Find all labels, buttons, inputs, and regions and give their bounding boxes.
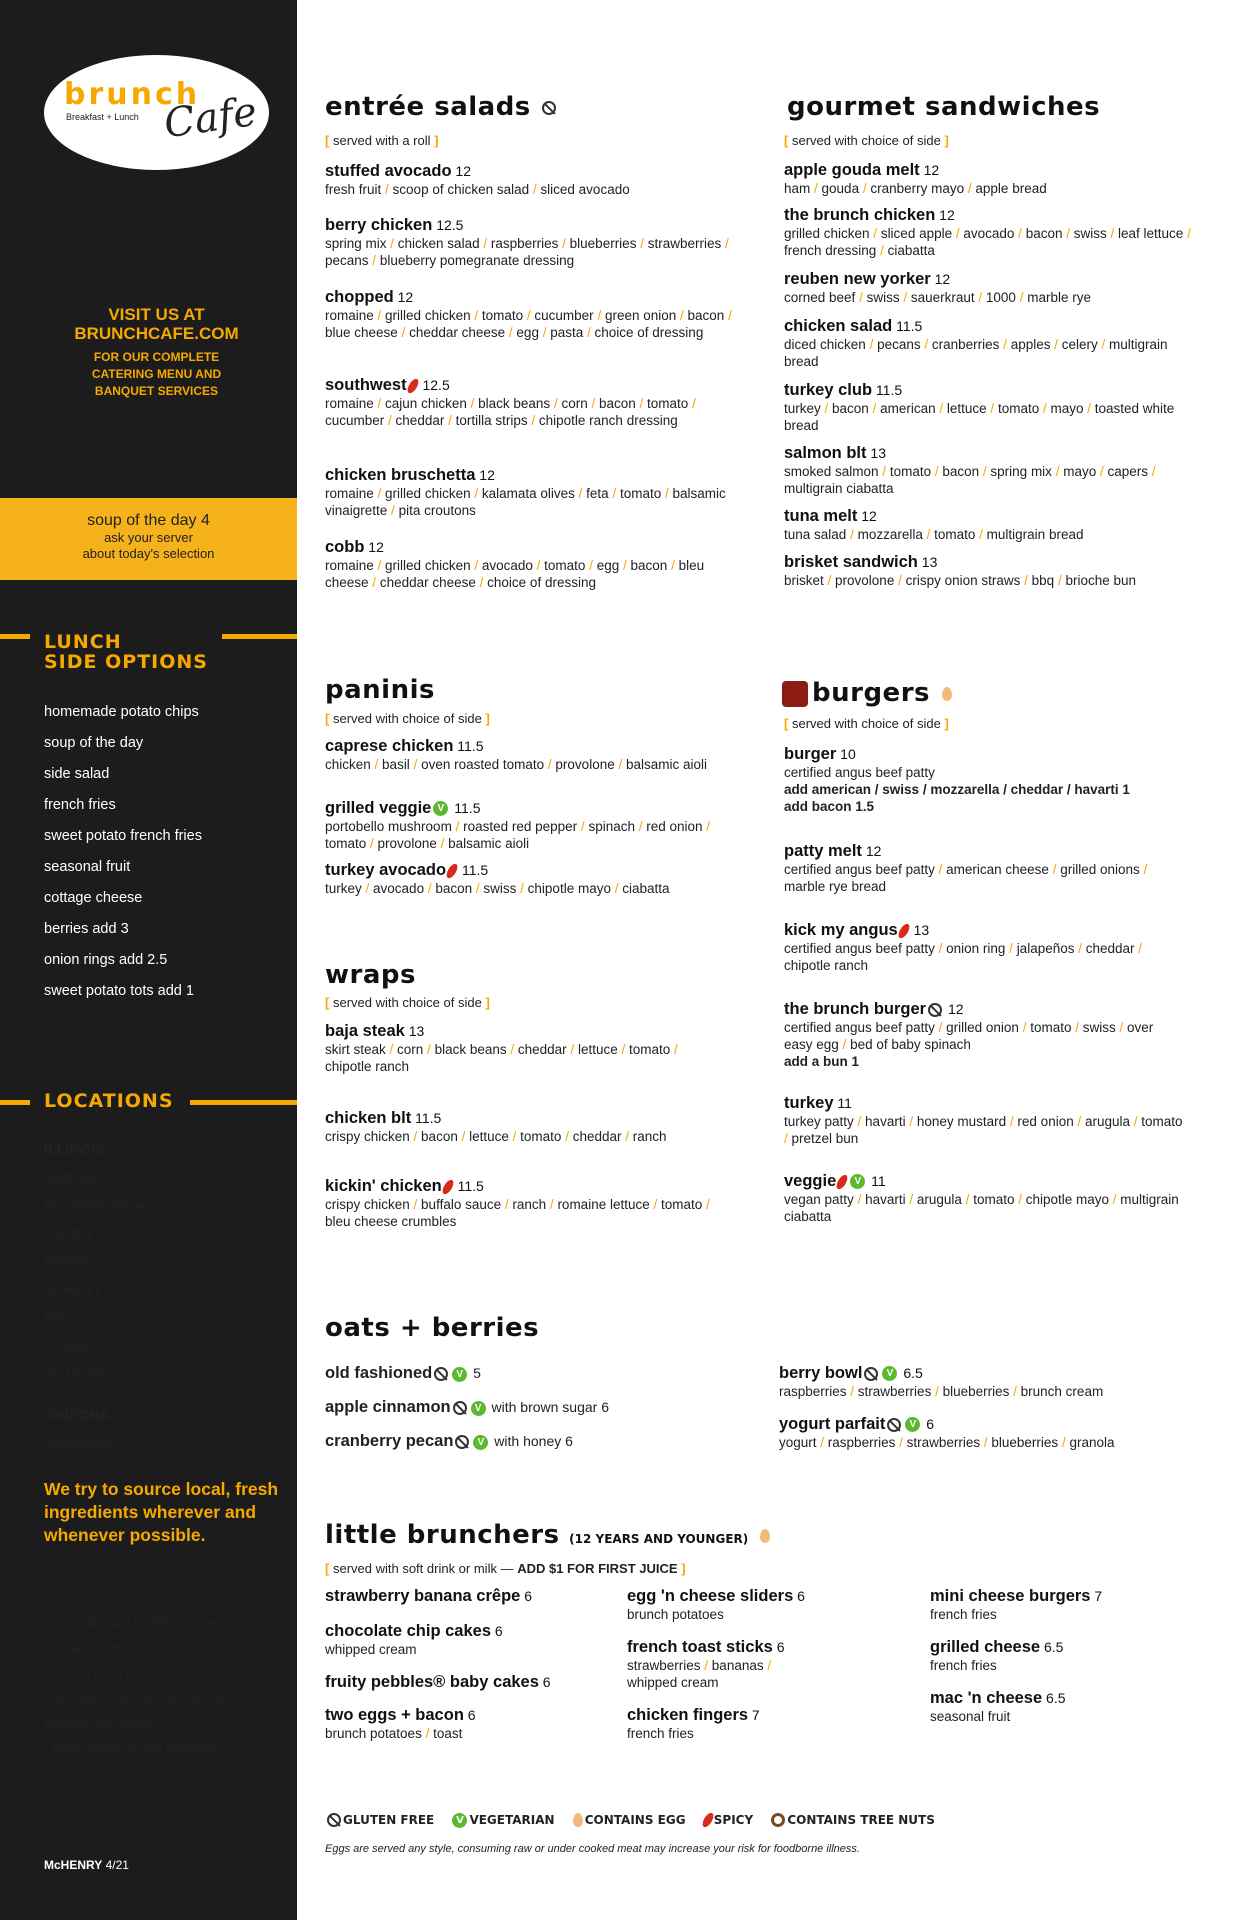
item-price: 6 (520, 1588, 533, 1604)
menu-item (325, 538, 735, 591)
logo-cafe-text: Cafe (161, 88, 260, 148)
gluten-free-icon (542, 101, 556, 115)
list-item: ARIZONA (44, 1408, 111, 1424)
list-item: Kildeer (44, 1254, 90, 1270)
vegetarian-icon: V (452, 1367, 467, 1382)
source-local-note: We try to source local, fresh ingredients wherever and whenever possible. (44, 1479, 279, 1545)
item-price: 12 (944, 1001, 964, 1017)
item-description: romaine / grilled chicken / kalamata olives / feta / tomato / balsamic vinaigrette / pita croutons (325, 486, 726, 518)
item-addon: add a bun 1 (784, 1054, 860, 1069)
item-description: skirt steak / corn / black beans / cheddar / lettuce / tomato / chipotle ranch (325, 1042, 678, 1074)
item-description: smoked salmon / tomato / bacon / spring mix / mayo / capers / multigrain ciabatta (784, 464, 1156, 496)
gluten-free-icon (453, 1401, 467, 1415)
menu-item (779, 1364, 1199, 1400)
catering-line: FOR OUR COMPLETE (93, 350, 220, 364)
list-item: cottage cheese (44, 890, 143, 906)
oats-title: oats + berries (325, 1313, 540, 1343)
item-description: raspberries / strawberries / blueberries / brunch cream (779, 1384, 1104, 1399)
gluten-free-icon (887, 1418, 901, 1432)
item-description: fresh fruit / scoop of chicken salad / sliced avocado (325, 182, 630, 197)
locations-heading-text: LOCATIONS (44, 1090, 174, 1112)
list-item: • No antibiotics EVER chicken (44, 1610, 264, 1635)
list-item: Roselle (44, 1338, 93, 1354)
item-name: reuben new yorker (784, 270, 931, 288)
item-name: patty melt (784, 842, 862, 860)
item-description: brisket / provolone / crispy onion straws / bbq / brioche bun (784, 573, 1137, 588)
paninis-title: paninis (325, 675, 435, 705)
burgers-title (782, 678, 954, 708)
list-item: seasonal fruit (44, 859, 131, 875)
item-description: spring mix / chicken salad / raspberries / blueberries / strawberries / pecans / blueberry pomegranate dressing (325, 236, 729, 268)
served-text: served with choice of side (332, 995, 482, 1010)
menu-item (325, 216, 735, 269)
item-price: 6.5 (1040, 1639, 1064, 1655)
menu-item (325, 376, 735, 429)
list-item: McHenry (44, 1282, 103, 1298)
list-item: • 100% Maple Syrup Available (44, 1735, 264, 1760)
item-price: 13 (909, 922, 930, 938)
item-description: romaine / cajun chicken / black beans / corn / bacon / tomato / cucumber / cheddar / tortilla strips / chipotle ranch dressing (325, 396, 696, 428)
item-price: 11.5 (453, 738, 484, 754)
soup-price: 4 (200, 512, 210, 529)
item-name: two eggs + bacon (325, 1706, 464, 1724)
item-name: grilled cheese (930, 1638, 1041, 1656)
item-price: 6 (772, 1639, 785, 1655)
item-description: chicken / basil / oven roasted tomato / provolone / balsamic aioli (325, 757, 708, 772)
list-item: onion rings add 2.5 (44, 952, 168, 968)
menu-item (325, 1398, 609, 1417)
item-price: 13 (917, 554, 938, 570)
item-price: 12 (919, 162, 940, 178)
item-description: crispy chicken / bacon / lettuce / tomato / cheddar / ranch (325, 1129, 667, 1144)
logo-brunch-text: brunch (64, 77, 201, 112)
item-name: turkey avocado (325, 861, 447, 879)
heading-bar (222, 634, 297, 639)
gluten-free-icon (455, 1435, 469, 1449)
spicy-pepper-icon (897, 922, 911, 940)
vegetarian-icon: V (473, 1435, 488, 1450)
item-description: grilled chicken / sliced apple / avocado / bacon / swiss / leaf lettuce / french dressing / ciabatta (784, 226, 1191, 258)
item-addon: add bacon 1.5 (784, 799, 875, 814)
lunch-heading-line2: SIDE OPTIONS (44, 651, 208, 673)
list-item: • Organic Coffee (44, 1635, 264, 1660)
soup-title: soup of the day (87, 512, 197, 529)
gluten-free-icon (327, 1813, 341, 1827)
item-description: whipped cream (325, 1642, 417, 1657)
catering-line: BANQUET SERVICES (94, 384, 219, 398)
list-item (44, 1392, 150, 1406)
list-item: • Local Loose Leaf Teas (44, 1660, 264, 1685)
list-item: Huntley (44, 1226, 94, 1242)
visit-line1: VISIT US AT (108, 305, 205, 324)
item-name: turkey club (784, 381, 873, 399)
item-description: french fries (627, 1726, 694, 1741)
sandwiches-served-note: [ served with choice of side ] (784, 133, 949, 148)
edition-label (44, 1858, 129, 1872)
menu-item (784, 381, 1194, 434)
menu-item (627, 1638, 907, 1691)
menu-item (627, 1587, 907, 1623)
menu-item (325, 737, 725, 773)
item-description: romaine / grilled chicken / avocado / tomato / egg / bacon / bleu cheese / cheddar cheese / choice of dressing (325, 558, 705, 590)
locations-heading (0, 1090, 297, 1116)
item-description: strawberries / bananas / whipped cream (627, 1658, 772, 1690)
menu-item (325, 288, 735, 341)
burgers-title-text: burgers (812, 678, 930, 708)
menu-item (784, 507, 1194, 543)
item-price: 12 (451, 163, 471, 179)
item-price: 11.5 (453, 1178, 484, 1194)
item-name: berry chicken (325, 216, 433, 234)
item-price: 12 (857, 508, 877, 524)
item-name: fruity pebbles® baby cakes (325, 1673, 539, 1691)
list-item: Scottsdale (44, 1436, 112, 1452)
little-brunchers-title (325, 1520, 772, 1550)
item-price: 12 (861, 843, 882, 859)
tree-nut-icon (771, 1813, 785, 1827)
locations-list (44, 1140, 150, 1462)
juice-note: ADD $1 FOR FIRST JUICE (517, 1561, 678, 1576)
item-price: 5 (469, 1365, 481, 1381)
menu-item (784, 206, 1194, 259)
item-price: 6 (491, 1623, 503, 1639)
salads-title-text: entrée salads (325, 92, 531, 122)
served-text: served with soft drink or milk — (332, 1561, 514, 1576)
item-name: berry bowl (779, 1364, 863, 1382)
vegetarian-icon: V (433, 801, 448, 816)
item-price: 6 (922, 1416, 935, 1432)
item-description: seasonal fruit (930, 1709, 1011, 1724)
item-name: grilled veggie (325, 799, 432, 817)
list-item: side salad (44, 766, 110, 782)
item-name: apple gouda melt (784, 161, 920, 179)
item-name: mac 'n cheese (930, 1689, 1043, 1707)
item-description: french fries (930, 1658, 997, 1673)
item-price: 7 (1090, 1588, 1103, 1604)
item-description: yogurt / raspberries / strawberries / blueberries / granola (779, 1435, 1115, 1450)
menu-item (784, 921, 1184, 974)
item-price: 13 (866, 445, 886, 461)
item-price: 6.5 (899, 1365, 923, 1381)
brunch-cafe-logo (44, 55, 269, 170)
item-name: chicken salad (784, 317, 893, 335)
menu-item (779, 1415, 1199, 1451)
item-description: vegan patty / havarti / arugula / tomato / chipotle mayo / multigrain ciabatta (784, 1192, 1179, 1224)
angus-beef-badge-icon (782, 681, 808, 707)
sandwiches-title: gourmet sandwiches (787, 92, 1101, 122)
item-price: 12.5 (418, 377, 450, 393)
item-price: 11.5 (411, 1110, 442, 1126)
menu-item (784, 553, 1194, 589)
edition-date: 4/21 (105, 1858, 129, 1872)
item-price: 12 (393, 289, 414, 305)
menu-item (325, 162, 735, 198)
menu-item (325, 1109, 725, 1145)
vegetarian-icon: V (882, 1366, 897, 1381)
menu-item (784, 317, 1194, 370)
spicy-pepper-icon (445, 862, 459, 880)
item-price: 13 (404, 1023, 425, 1039)
item-name: chocolate chip cakes (325, 1622, 491, 1640)
item-name: yogurt parfait (779, 1415, 886, 1433)
item-name: egg 'n cheese sliders (627, 1587, 794, 1605)
item-description: certified angus beef patty / american cheese / grilled onions / marble rye bread (784, 862, 1148, 894)
vegetarian-icon: V (905, 1417, 920, 1432)
item-description: certified angus beef patty / grilled onion / tomato / swiss / over easy egg / bed of baby spinach (784, 1020, 1154, 1052)
soup-sub2: about today's selection (82, 546, 215, 561)
item-price: 10 (836, 746, 856, 762)
item-price: 6 (463, 1707, 476, 1723)
salads-served-note: [ served with a roll ] (325, 133, 439, 148)
menu-item (784, 1000, 1184, 1070)
menu-item (325, 466, 735, 519)
item-description: turkey patty / havarti / honey mustard / red onion / arugula / tomato / pretzel bun (784, 1114, 1183, 1146)
lunch-heading-line1: LUNCH (44, 631, 122, 653)
spicy-pepper-icon (701, 1811, 715, 1829)
menu-item (930, 1689, 1210, 1725)
item-name: turkey (784, 1094, 834, 1112)
egg-icon (942, 687, 952, 701)
menu-item (784, 745, 1184, 815)
heading-bar (190, 1100, 297, 1105)
visit-us-block (0, 305, 313, 400)
list-item: St. Charles (44, 1366, 116, 1382)
list-item: french fries (44, 797, 116, 813)
menu-item (784, 1172, 1184, 1225)
menu-item (325, 1432, 573, 1451)
item-price: 6.5 (1042, 1690, 1066, 1706)
item-description: certified angus beef patty (784, 765, 935, 780)
item-name: apple cinnamon (325, 1398, 451, 1416)
side-options-list (44, 702, 202, 1012)
item-name: caprese chicken (325, 737, 454, 755)
item-description: certified angus beef patty / onion ring / jalapeños / cheddar / chipotle ranch (784, 941, 1143, 973)
item-price: 12 (930, 271, 951, 287)
menu-item (325, 1622, 605, 1658)
item-name: chicken fingers (627, 1706, 749, 1724)
item-name: cranberry pecan (325, 1432, 454, 1450)
paninis-served-note: [ served with choice of side ] (325, 711, 490, 726)
item-name: brisket sandwich (784, 553, 918, 571)
item-price: 11.5 (458, 862, 489, 878)
item-name: kickin' chicken (325, 1177, 442, 1195)
item-price: with brown sugar 6 (487, 1399, 610, 1415)
gluten-free-icon (928, 1003, 942, 1017)
item-name: southwest (325, 376, 407, 394)
item-description: brunch potatoes (627, 1607, 724, 1622)
menu-item (784, 161, 1194, 197)
list-item: sweet potato french fries (44, 828, 202, 844)
item-name: burger (784, 745, 837, 763)
catering-line: CATERING MENU AND (91, 367, 222, 381)
menu-item (784, 270, 1194, 306)
item-name: veggie (784, 1172, 837, 1190)
item-name: kick my angus (784, 921, 898, 939)
wraps-title: wraps (325, 960, 416, 990)
item-description: turkey / bacon / american / lettuce / tomato / mayo / toasted white bread (784, 401, 1175, 433)
item-name: baja steak (325, 1022, 405, 1040)
item-name: stuffed avocado (325, 162, 452, 180)
soup-of-the-day-box (0, 498, 297, 580)
age-note: (12 YEARS AND YOUNGER) (569, 1532, 749, 1546)
item-price: 11 (833, 1095, 852, 1111)
list-item: homemade potato chips (44, 704, 199, 720)
item-price: 12 (364, 539, 384, 555)
served-text: served with choice of side (791, 133, 941, 148)
item-price: 12 (475, 467, 495, 483)
item-name: french toast sticks (627, 1638, 773, 1656)
item-name: tuna melt (784, 507, 858, 525)
menu-item (325, 1587, 605, 1606)
gluten-free-icon (434, 1367, 448, 1381)
legend-spicy: SPICY (713, 1812, 754, 1827)
item-price: 11.5 (450, 800, 481, 816)
item-price: 11.5 (872, 382, 903, 398)
little-title-text: little brunchers (325, 1520, 560, 1550)
logo-subtitle: Breakfast + Lunch (66, 112, 139, 122)
menu-item (325, 1706, 605, 1742)
list-item: Niles (44, 1310, 77, 1326)
item-description: brunch potatoes / toast (325, 1726, 463, 1741)
served-text: served with a roll (332, 133, 431, 148)
item-description: french fries (930, 1607, 997, 1622)
menu-item (784, 1094, 1184, 1147)
little-served-note: [ served with soft drink or milk — ADD $1 FOR FIRST JUICE ] (325, 1561, 686, 1576)
item-name: the brunch chicken (784, 206, 936, 224)
item-name: mini cheese burgers (930, 1587, 1091, 1605)
vegetarian-icon: V (452, 1813, 467, 1828)
item-description: portobello mushroom / roasted red pepper / spinach / red onion / tomato / provolone / balsamic aioli (325, 819, 711, 851)
item-name: old fashioned (325, 1364, 433, 1382)
item-price: 11 (867, 1173, 886, 1189)
item-name: chopped (325, 288, 394, 306)
item-price: 6 (538, 1674, 551, 1690)
menu-item (930, 1587, 1210, 1623)
salads-title (325, 92, 558, 122)
menu-item (325, 1022, 725, 1075)
quality-bullets (44, 1610, 264, 1760)
legend-vegetarian: VEGETARIAN (469, 1812, 555, 1827)
egg-icon (760, 1529, 770, 1543)
menu-item (627, 1706, 907, 1742)
edition-location: McHENRY (44, 1858, 103, 1872)
served-text: served with choice of side (332, 711, 482, 726)
legend-gluten-free: GLUTEN FREE (343, 1812, 435, 1827)
legend-tree-nuts: CONTAINS TREE NUTS (787, 1812, 935, 1827)
spicy-pepper-icon (406, 377, 420, 395)
item-price: 7 (748, 1707, 760, 1723)
gluten-free-icon (864, 1367, 878, 1381)
served-text: served with choice of side (791, 716, 941, 731)
menu-item (930, 1638, 1210, 1674)
item-description: crispy chicken / buffalo sauce / ranch / romaine lettuce / tomato / bleu cheese crumbles (325, 1197, 710, 1229)
item-price: with honey 6 (490, 1433, 573, 1449)
item-addon: add american / swiss / mozzarella / cheddar / havarti 1 (784, 782, 1130, 797)
item-name: cobb (325, 538, 365, 556)
item-price: 12 (935, 207, 955, 223)
item-name: strawberry banana crêpe (325, 1587, 521, 1605)
menu-item (784, 842, 1184, 895)
menu-item (325, 1364, 481, 1383)
item-name: chicken bruschetta (325, 466, 476, 484)
soup-sub1: ask your server (104, 530, 193, 545)
item-price: 11.5 (892, 318, 923, 334)
spicy-pepper-icon (835, 1173, 849, 1191)
item-name: salmon blt (784, 444, 867, 462)
menu-item (325, 1177, 725, 1230)
burgers-served-note: [ served with choice of side ] (784, 716, 949, 731)
menu-item (325, 1673, 605, 1692)
menu-item (325, 799, 725, 852)
spicy-pepper-icon (441, 1178, 455, 1196)
vegetarian-icon: V (471, 1401, 486, 1416)
item-description: tuna salad / mozzarella / tomato / multigrain bread (784, 527, 1084, 542)
menu-item (325, 861, 725, 897)
item-name: chicken blt (325, 1109, 412, 1127)
list-item: berries add 3 (44, 921, 129, 937)
menu-item (784, 444, 1194, 497)
vegetarian-icon: V (850, 1174, 865, 1189)
item-name: the brunch burger (784, 1000, 927, 1018)
food-disclaimer: Eggs are served any style, consuming raw or under cooked meat may increase your risk for foodborne illness. (325, 1843, 860, 1855)
item-description: romaine / grilled chicken / tomato / cucumber / green onion / bacon / blue cheese / cheddar cheese / egg / pasta / choice of dressing (325, 308, 732, 340)
list-item: Fox River Grove (44, 1198, 150, 1214)
item-description: corned beef / swiss / sauerkraut / 1000 / marble rye (784, 290, 1091, 305)
item-price: 6 (793, 1588, 805, 1604)
egg-icon (573, 1813, 583, 1827)
item-price: 12.5 (432, 217, 464, 233)
item-description: ham / gouda / cranberry mayo / apple bread (784, 181, 1047, 196)
lunch-side-options-heading (0, 632, 297, 674)
item-description: turkey / avocado / bacon / swiss / chipotle mayo / ciabatta (325, 881, 670, 896)
legend (325, 1812, 947, 1828)
heading-bar (0, 1100, 30, 1105)
item-description: diced chicken / pecans / cranberries / apples / celery / multigrain bread (784, 337, 1168, 369)
legend-egg: CONTAINS EGG (584, 1812, 686, 1827)
lunch-heading-text (44, 632, 208, 672)
catering-note (0, 349, 313, 400)
wraps-served-note: [ served with choice of side ] (325, 995, 490, 1010)
list-item: ILLINOIS (44, 1142, 106, 1158)
list-item: • No High Fructose Corn Syrup Ketchup and Syrup (44, 1685, 264, 1735)
list-item: Addison (44, 1170, 97, 1186)
list-item: sweet potato tots add 1 (44, 983, 194, 999)
heading-bar (0, 634, 30, 639)
visit-website-link[interactable]: BRUNCHCAFE.COM (74, 324, 239, 343)
list-item: soup of the day (44, 735, 144, 751)
